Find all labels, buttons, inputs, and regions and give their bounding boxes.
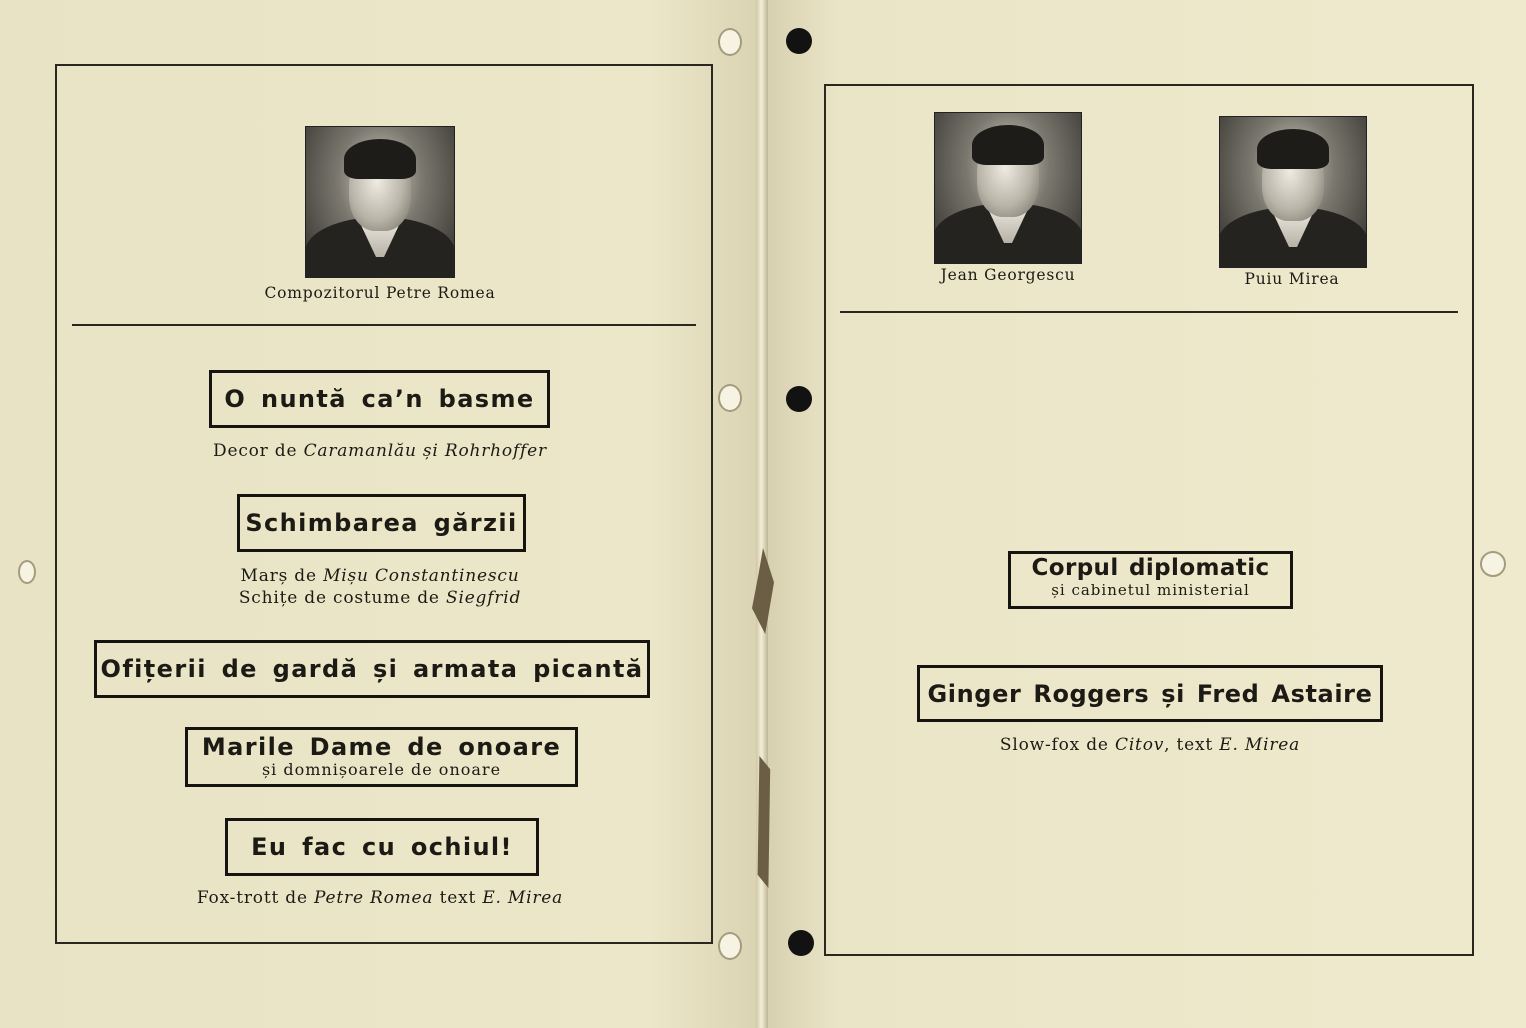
divider (840, 311, 1458, 313)
binding-hole-icon (718, 384, 742, 412)
binding-hole-icon (718, 28, 742, 56)
binding-hole-icon (1480, 551, 1506, 577)
program-note: Fox-trott de Petre Romea text E. Mirea (196, 888, 564, 908)
program-title: Ginger Roggers și Fred Astaire (927, 680, 1373, 708)
portrait-photo (1219, 116, 1367, 268)
binding-hole-icon (18, 560, 36, 584)
program-title: Schimbarea gărzii (245, 509, 518, 537)
program-title-box (209, 370, 550, 428)
binding-hole-icon (788, 930, 814, 956)
program-note: Decor de Caramanlău și Rohrhoffer (213, 441, 547, 461)
program-title: Ofițerii de gardă și armata picantă (100, 655, 644, 683)
portrait-photo (305, 126, 455, 278)
program-title: Corpul diplomatic (1031, 555, 1270, 581)
program-title-box (185, 727, 578, 787)
program-title: Eu fac cu ochiul! (251, 833, 513, 861)
binding-hole-icon (786, 386, 812, 412)
binding-hole-icon (786, 28, 812, 54)
program-note: Schițe de costume de Siegfrid (238, 588, 522, 608)
portrait-photo (934, 112, 1082, 264)
program-title-box (94, 640, 650, 698)
right-page-frame (824, 84, 1474, 956)
program-note: Marș de Mișu Constantinescu (240, 566, 520, 586)
program-note: Slow-fox de Citov, text E. Mirea (999, 735, 1301, 755)
binding-hole-icon (718, 932, 742, 960)
program-title: O nuntă ca’n basme (224, 385, 535, 413)
program-title: Marile Dame de onoare (201, 733, 562, 761)
program-title-box (1008, 551, 1293, 609)
divider (72, 324, 696, 326)
program-title-box (225, 818, 539, 876)
photo-caption: Puiu Mirea (1244, 270, 1340, 288)
photo-caption: Compozitorul Petre Romea (264, 284, 496, 302)
program-title-box (237, 494, 526, 552)
program-subtitle: și cabinetul ministerial (1051, 581, 1250, 600)
photo-caption: Jean Georgescu (940, 266, 1076, 284)
program-title-box (917, 665, 1383, 722)
program-subtitle: și domnișoarele de onoare (261, 760, 502, 780)
